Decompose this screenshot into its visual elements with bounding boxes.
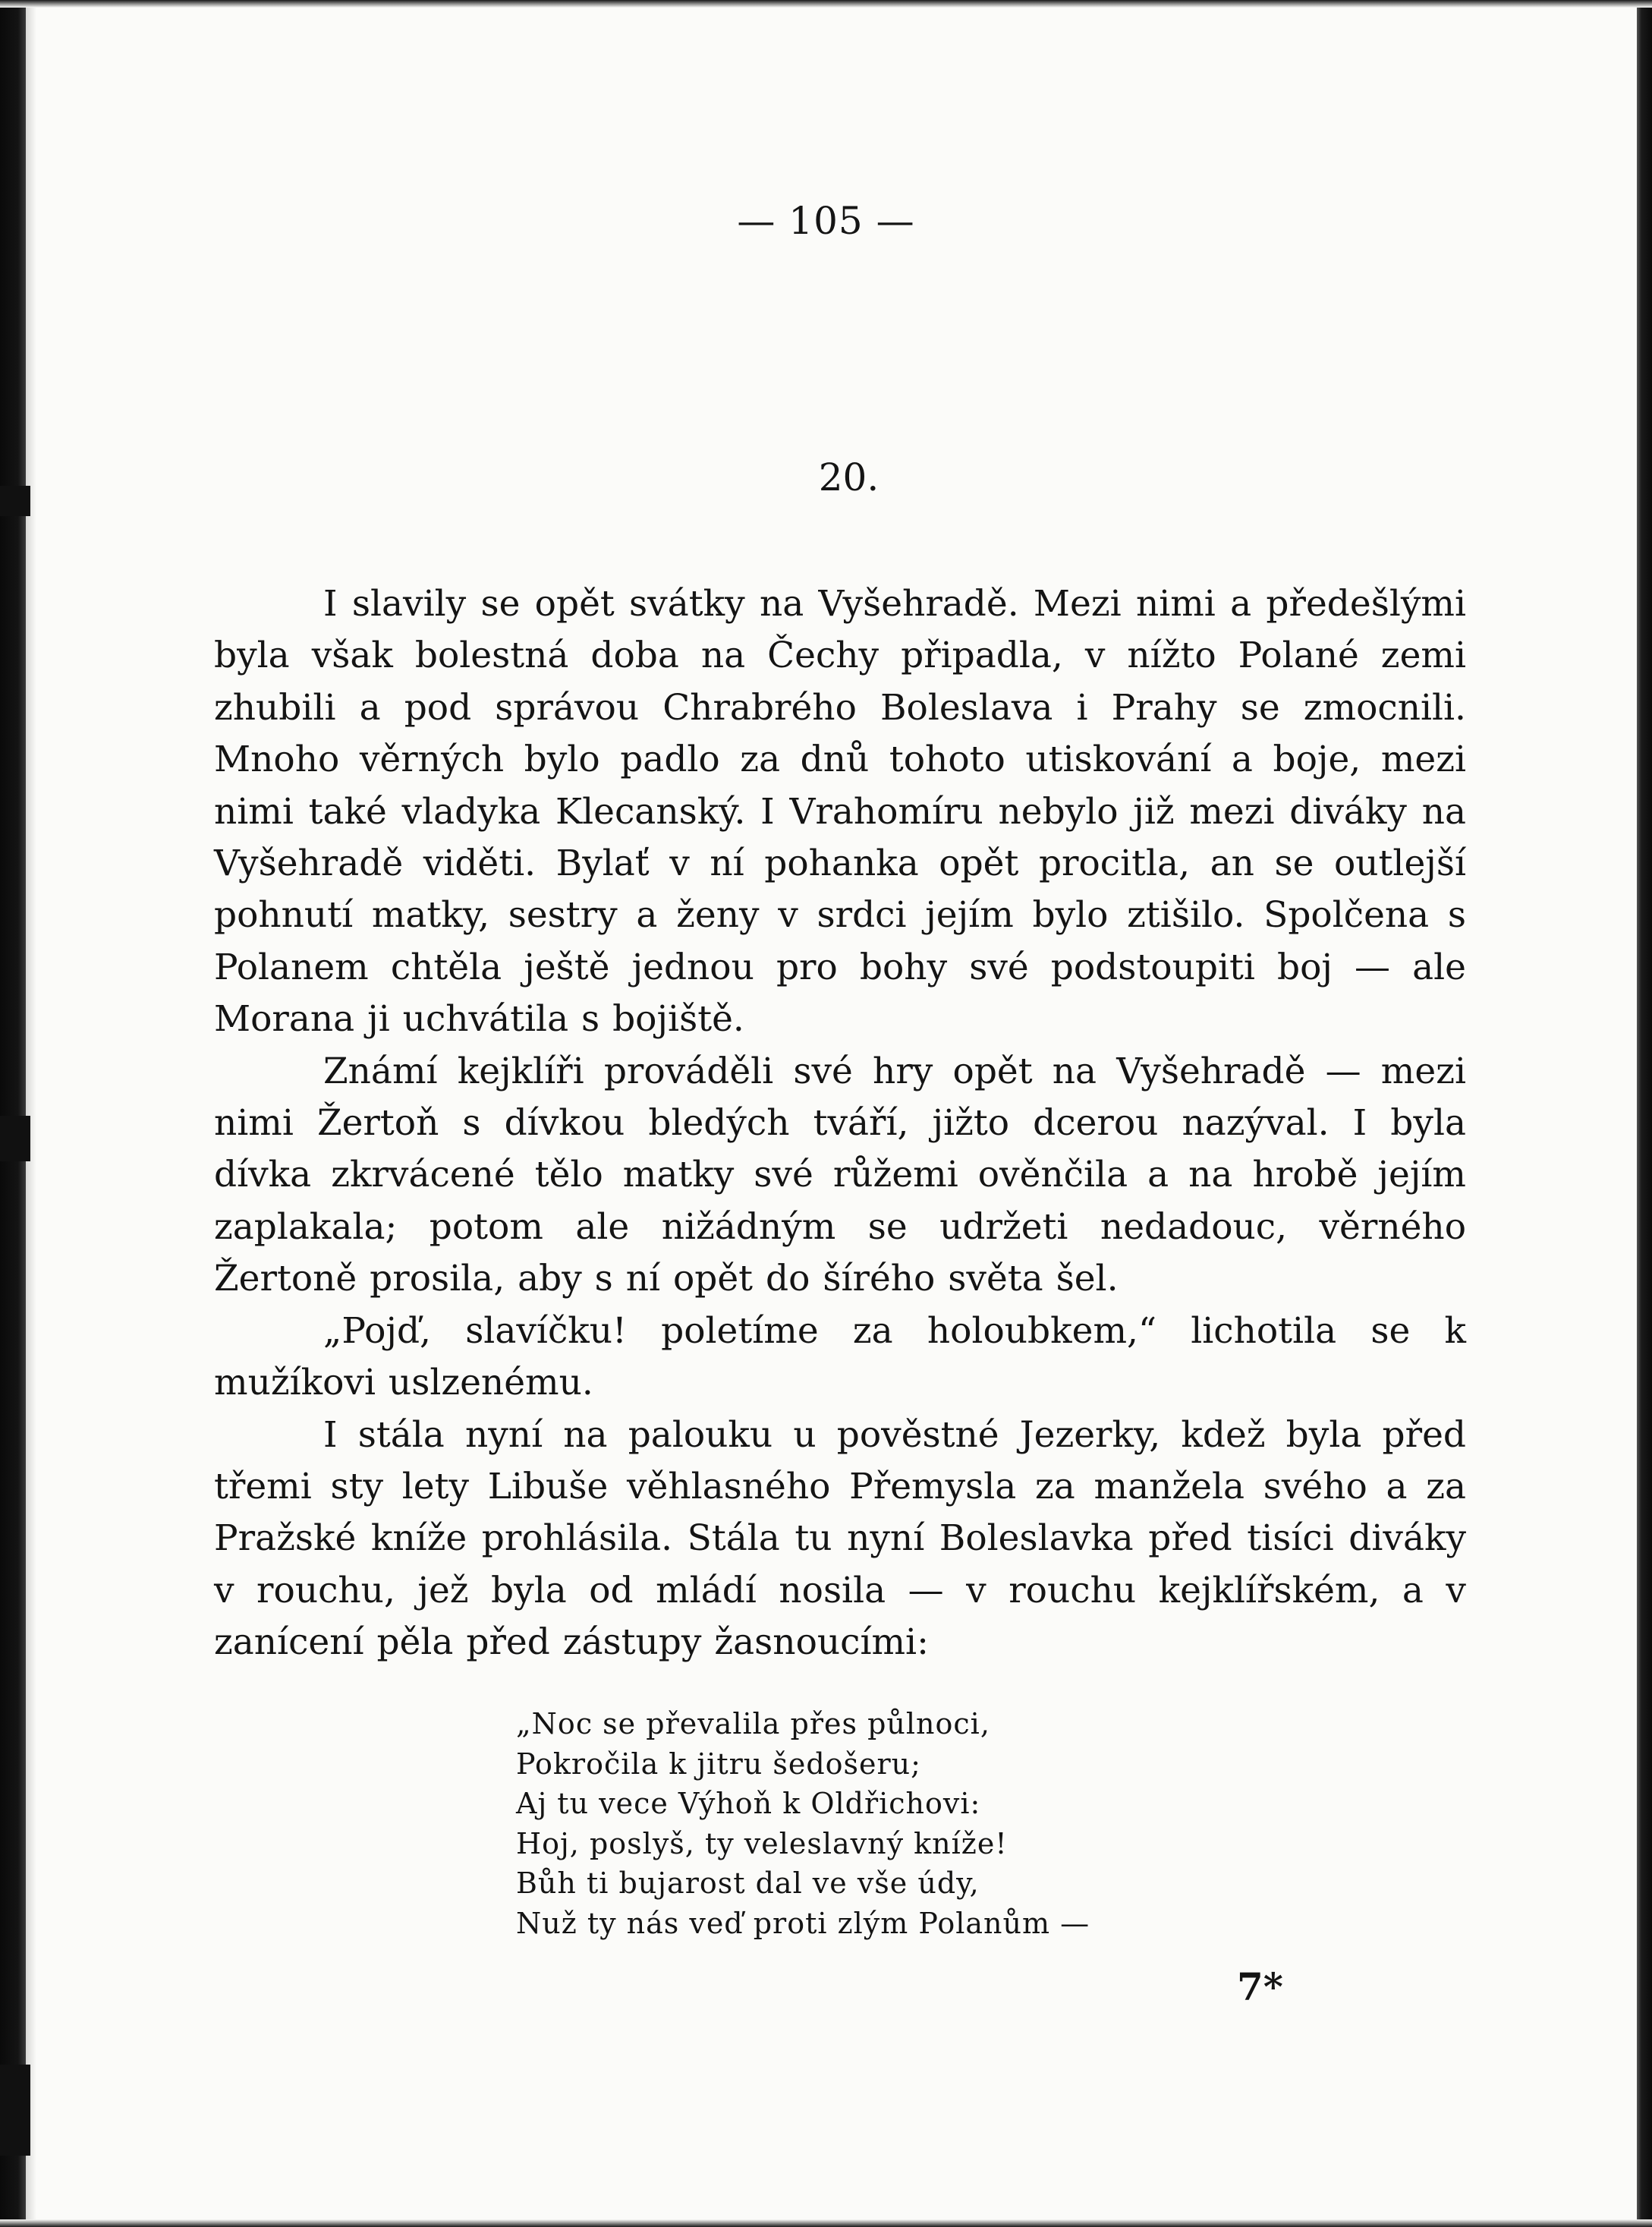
page-number: — 105 — [737,199,915,243]
chapter-number: 20. [818,455,879,499]
verse-line: Hoj, poslyš, ty veleslavný kníže! [516,1826,1008,1860]
scan-artifact [0,1116,30,1161]
scan-shadow-left [26,0,36,2227]
signature-mark: 7* [1237,1964,1283,2009]
paragraph: „Pojď, slavíčku! poletíme za holoubkem,“ lichotila se k mužíkovi uslzenému. [214,1309,1466,1404]
verse-line: Nuž ty nás veď proti zlým Polanům — [516,1906,1090,1940]
body-text [214,578,1466,1669]
scan-edge-right [1637,0,1652,2227]
scan-edge-bottom [0,2219,1652,2227]
verse-line: Bůh ti bujarost dal ve vše údy, [516,1866,980,1900]
verse-line: Aj tu vece Výhoň k Oldřichovi: [516,1787,981,1820]
paragraph: I stála nyní na palouku u pověstné Jezerky, kdež byla před třemi sty lety Libuše věhlasného Přemysla za manžela svého a za Pražské kníže prohlásila. Stála tu nyní Boleslavka před tisíci diváky v rouchu, jež byla od mládí nosila — v rouchu kejklířském, a v zanícení pěla před zástupy žasnoucími: [214,1413,1466,1664]
scan-artifact [0,2065,30,2156]
paragraph: Známí kejklíři prováděli své hry opět na Vyšehradě — mezi nimi Žertoň s dívkou bledých tváří, jižto dcerou nazýval. I byla dívka zkrvácené tělo matky své růžemi ověnčila a na hrobě jejím zaplakala; potom ale nižádným se udržeti nedadouc, věrného Žertoně prosila, aby s ní opět do šírého světa šel. [214,1050,1466,1300]
scan-edge-left [0,0,26,2227]
verse-block [516,1704,1199,1943]
scan-edge-top [0,0,1652,8]
paragraph: I slavily se opět svátky na Vyšehradě. Mezi nimi a předešlými byla však bolestná doba na Čechy připadla, v nížto Polané zemi zhubili a pod správou Chrabrého Boleslava i Prahy se zmocnili. Mnoho věrných bylo padlo za dnů tohoto utiskování a boje, mezi nimi také vladyka Klecanský. I Vrahomíru nebylo již mezi diváky na Vyšehradě viděti. Bylať v ní pohanka opět procitla, an se outlejší pohnutí matky, sestry a ženy v srdci jejím bylo ztišilo. Spolčena s Polanem chtěla ještě jednou pro bohy své podstoupiti boj — ale Morana ji uchvátila s bojiště. [214,583,1466,1041]
verse-line: „Noc se převalila přes půlnoci, [516,1707,990,1740]
verse-line: Pokročila k jitru šedošeru; [516,1747,921,1781]
